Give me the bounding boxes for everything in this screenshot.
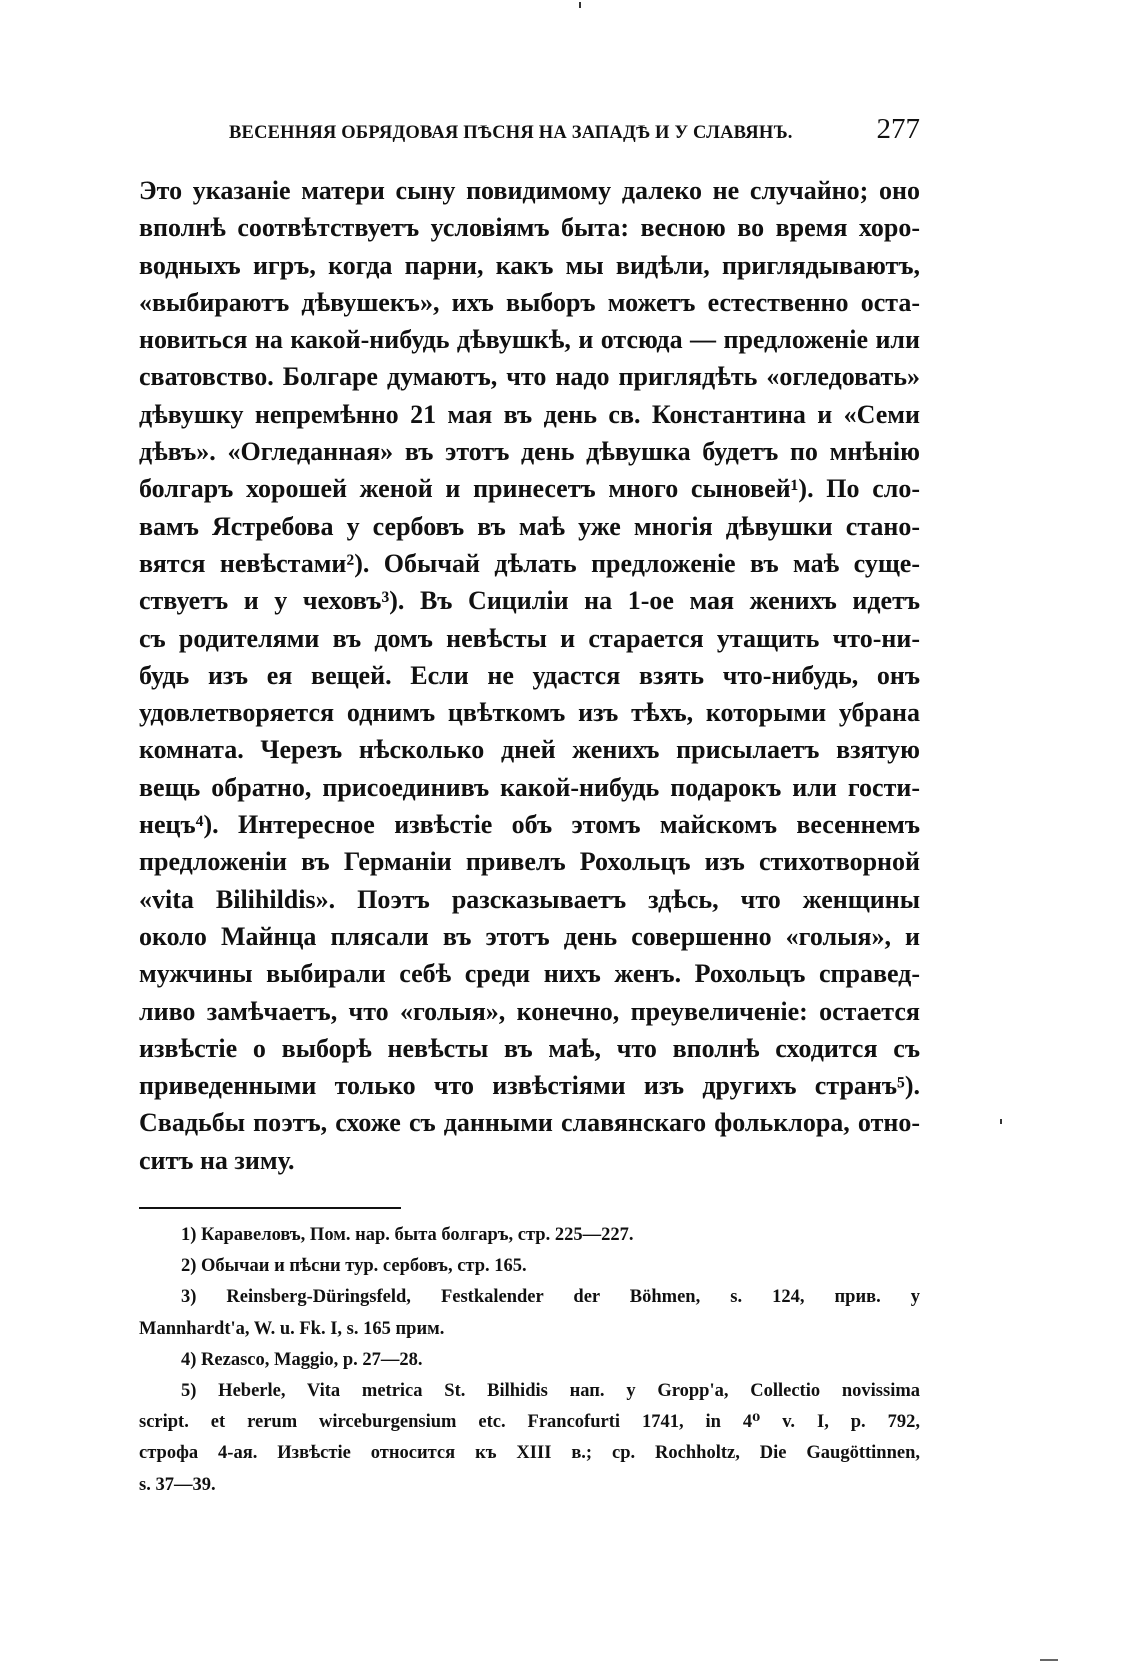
text-line: предложеніи въ Германіи привелъ Рохольцъ изъ стихотворной	[139, 847, 920, 877]
footnote-4: 4) Rezasco, Maggio, p. 27—28.	[181, 1349, 423, 1370]
text-line: дѣвушку непремѣнно 21 мая въ день св. Константина и «Семи	[139, 399, 920, 429]
running-title: ВЕСЕННЯЯ ОБРЯДОВАЯ ПѢСНЯ НА ЗАПАДѢ И У СЛАВЯНЪ.	[229, 123, 793, 143]
footnote-5-continued: script. et rerum wirceburgensium etc. Francofurti 1741, in 4⁰ v. I, p. 792,	[139, 1412, 920, 1433]
text-line: нецъ⁴). Интересное извѣстіе объ этомъ майскомъ весеннемъ	[139, 810, 920, 840]
text-line: мужчины выбирали себѣ среди нихъ женъ. Рохольцъ справед-	[139, 959, 920, 989]
text-line: болгаръ хорошей женой и принесетъ много сыновей¹). По сло-	[139, 474, 920, 504]
footnote-2: 2) Обычаи и пѣсни тур. сербовъ, стр. 165.	[181, 1256, 527, 1277]
footnote-5: 5) Heberle, Vita metrica St. Bilhidis нап. у Gropp'a, Collectio novissima	[181, 1380, 920, 1401]
text-line: Свадьбы поэтъ, схоже съ данными славянскаго фольклора, отно-	[139, 1108, 920, 1138]
running-header	[229, 113, 920, 153]
text-line-last: ситъ на зиму.	[139, 1145, 295, 1175]
text-line: новиться на какой-нибудь дѣвушкѣ, и отсюда — предложеніе или	[139, 325, 920, 355]
text-line: комната. Черезъ нѣсколько дней женихъ присылаетъ взятую	[139, 735, 920, 765]
footnote-divider	[139, 1207, 401, 1209]
text-line: будь изъ ея вещей. Если не удастся взять что-нибудь, онъ	[139, 660, 920, 690]
footnote-3-continued: Mannhardt'a, W. u. Fk. I, s. 165 прим.	[139, 1318, 445, 1339]
text-line: ливо замѣчаетъ, что «голыя», конечно, преувеличеніе: остается	[139, 996, 920, 1026]
text-line: вамъ Ястребова у сербовъ въ маѣ уже многія дѣвушки стано-	[139, 511, 920, 541]
text-line: Это указаніе матери сыну повидимому далеко не случайно; оно	[139, 176, 920, 205]
text-line: ствуетъ и у чеховъ³). Въ Сициліи на 1-ое мая женихъ идетъ	[139, 586, 920, 616]
scan-speck	[579, 2, 581, 8]
text-line: вятся невѣстами²). Обычай дѣлать предложеніе въ маѣ суще-	[139, 548, 920, 578]
scan-speck	[1000, 1119, 1002, 1124]
text-line: дѣвъ». «Огледанная» въ этотъ день дѣвушка будетъ по мнѣнію	[139, 437, 920, 467]
text-line: удовлетворяется однимъ цвѣткомъ изъ тѣхъ, которыми убрана	[139, 698, 920, 728]
footnote-5-continued: строфа 4-ая. Извѣстіе относится къ XIII в.; ср. Rochholtz, Die Gaugöttinnen,	[139, 1443, 920, 1464]
text-line: сватовство. Болгаре думаютъ, что надо приглядѣть «огледовать»	[139, 362, 920, 392]
footnotes	[139, 1220, 920, 1501]
text-line: приведенными только что извѣстіями изъ другихъ странъ⁵).	[139, 1071, 920, 1101]
body-text	[139, 172, 920, 1179]
text-line: съ родителями въ домъ невѣсты и старается утащить что-ни-	[139, 623, 920, 653]
scan-speck	[1040, 1659, 1058, 1661]
text-line: извѣстіе о выборѣ невѣсты въ маѣ, что вполнѣ сходится съ	[139, 1033, 920, 1063]
text-line: вещь обратно, присоединивъ какой-нибудь подарокъ или гости-	[139, 772, 920, 802]
footnote-1: 1) Каравеловъ, Пом. нар. быта болгаръ, стр. 225—227.	[181, 1225, 634, 1245]
footnote-5-end: s. 37—39.	[139, 1474, 216, 1495]
text-line: около Майнца плясали въ этотъ день совершенно «голыя», и	[139, 921, 920, 951]
text-line: вполнѣ соотвѣтствуетъ условіямъ быта: весною во время хоро-	[139, 213, 920, 243]
text-line: водныхъ игръ, когда парни, какъ мы видѣли, приглядываютъ,	[139, 250, 920, 280]
text-line: «выбираютъ дѣвушекъ», ихъ выборъ можетъ естественно оста-	[139, 287, 920, 317]
footnote-3: 3) Reinsberg-Düringsfeld, Festkalender der Böhmen, s. 124, прив. у	[181, 1287, 920, 1308]
text-line: «vita Bilihildis». Поэтъ разсказываетъ здѣсь, что женщины	[139, 884, 920, 914]
page-number: 277	[876, 113, 920, 145]
